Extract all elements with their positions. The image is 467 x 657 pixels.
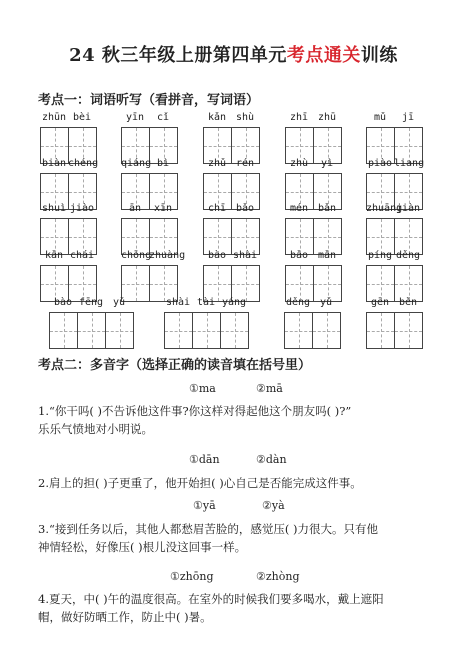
question-line: 帽，做好防晒工作，防止中( )暑。 <box>38 610 212 624</box>
pinyin-syllable: zhuāng <box>366 203 403 214</box>
question-line: 4.夏天，中( )午的温度很高。在室外的时候我们要多喝水，戴上遮阳 <box>38 592 384 606</box>
question-line: 1.“你干吗( )不告诉他这件事?你这样对得起他这个朋友吗( )?” <box>38 404 352 418</box>
pinyin-text <box>121 112 177 126</box>
pinyin-syllable: piào <box>367 158 393 169</box>
writing-grid <box>164 312 249 349</box>
pinyin-syllable: zhù <box>289 158 309 169</box>
pinyin-syllable: zhū <box>317 112 337 123</box>
pinyin-text <box>40 250 96 264</box>
option: ②dàn <box>256 453 287 466</box>
option: ①zhōng <box>170 570 214 583</box>
pinyin-syllable: chéng <box>68 158 99 169</box>
writing-grid <box>366 312 423 349</box>
pinyin-text <box>284 297 340 311</box>
pinyin-syllable: jiàn <box>395 203 421 214</box>
pinyin-syllable: jiào <box>69 203 95 214</box>
tian-zi-box[interactable] <box>49 312 78 349</box>
pinyin-syllable: xīn <box>153 203 173 214</box>
pinyin-syllable: liang <box>394 158 425 169</box>
pinyin-syllable: jī <box>401 112 415 123</box>
question-line: 神情轻松，好像压( )根儿没这回事一样。 <box>38 540 247 554</box>
pinyin-syllable: yǔ <box>319 297 333 308</box>
pinyin-syllable: fēng <box>78 297 104 308</box>
pinyin-row <box>0 297 467 357</box>
pinyin-syllable: chái <box>69 250 95 261</box>
pinyin-syllable: shài <box>232 250 258 261</box>
option: ②yà <box>262 499 285 512</box>
section1-heading: 考点一：词语听写（看拼音，写词语） <box>38 93 260 108</box>
pinyin-syllable: kǎn <box>44 250 64 261</box>
pinyin-syllable: shài <box>165 297 191 308</box>
question-1 <box>38 402 438 438</box>
option: ①ma <box>189 382 216 395</box>
pinyin-syllable: zhī <box>289 112 309 123</box>
page-title <box>0 41 467 67</box>
pinyin-syllable: yīn <box>125 112 145 123</box>
pinyin-syllable: chī <box>207 203 227 214</box>
question-line: 3.“接到任务以后，其他人都愁眉苦脸的，感觉压( )力很大。只有他 <box>38 522 378 536</box>
pinyin-syllable: yì <box>320 158 334 169</box>
pinyin-syllable: bào <box>53 297 73 308</box>
pinyin-syllable: shù <box>235 112 255 123</box>
pinyin-text <box>366 250 422 264</box>
tian-zi-box[interactable] <box>394 312 423 349</box>
title-prefix: 24 秋三年级上册第四单元 <box>69 45 287 66</box>
pinyin-syllable: mén <box>289 203 309 214</box>
question-line: 乐乐气愤地对小明说。 <box>38 422 153 436</box>
tian-zi-box[interactable] <box>312 312 341 349</box>
tian-zi-box[interactable] <box>192 312 221 349</box>
pinyin-text <box>49 297 133 311</box>
writing-grid <box>49 312 134 349</box>
pinyin-syllable: tài <box>196 297 216 308</box>
question-2 <box>38 474 438 492</box>
pinyin-syllable: kǎn <box>207 112 227 123</box>
pinyin-syllable: qiáng <box>121 158 152 169</box>
pinyin-syllable: zhǔ <box>207 158 227 169</box>
option: ①dān <box>189 453 220 466</box>
pinyin-text <box>285 112 341 126</box>
pinyin-syllable: mǔ <box>373 112 387 123</box>
pinyin-syllable: bǎo <box>235 203 255 214</box>
pinyin-text <box>121 250 186 264</box>
pinyin-text <box>203 158 259 172</box>
pinyin-text <box>366 112 422 126</box>
pinyin-text <box>366 297 422 311</box>
pinyin-syllable: děng <box>285 297 311 308</box>
pinyin-syllable: běn <box>398 297 418 308</box>
tian-zi-box[interactable] <box>366 312 395 349</box>
tian-zi-box[interactable] <box>105 312 134 349</box>
pinyin-syllable: bì <box>156 158 170 169</box>
pinyin-text <box>366 203 422 217</box>
pinyin-syllable: shuì <box>41 203 67 214</box>
pinyin-syllable: zhūn <box>41 112 67 123</box>
title-suffix: 训练 <box>360 45 398 66</box>
pinyin-syllable: zhuàng <box>149 250 186 261</box>
pinyin-syllable: bèi <box>72 112 92 123</box>
option: ②zhòng <box>256 570 300 583</box>
question-line: 2.肩上的担( )子更重了，他开始担( )心自己是否能完成这件事。 <box>38 476 362 490</box>
pinyin-text <box>203 250 259 264</box>
pinyin-text <box>285 158 341 172</box>
question-3 <box>38 520 438 556</box>
pinyin-text <box>285 250 341 264</box>
pinyin-syllable: chōng <box>121 250 152 261</box>
pinyin-text <box>40 112 96 126</box>
question-4 <box>38 590 438 626</box>
pinyin-syllable: rén <box>235 158 255 169</box>
pinyin-text <box>40 203 96 217</box>
pinyin-syllable: yǔ <box>112 297 126 308</box>
section2-heading: 考点二：多音字（选择正确的读音填在括号里） <box>38 358 312 373</box>
pinyin-text <box>203 203 259 217</box>
option: ②mā <box>256 382 283 395</box>
pinyin-syllable: mǎn <box>317 250 337 261</box>
tian-zi-box[interactable] <box>77 312 106 349</box>
pinyin-text <box>203 112 259 126</box>
pinyin-syllable: yáng <box>221 297 247 308</box>
tian-zi-box[interactable] <box>284 312 313 349</box>
pinyin-syllable: bào <box>207 250 227 261</box>
pinyin-syllable: ān <box>128 203 142 214</box>
pinyin-syllable: bǎn <box>317 203 337 214</box>
pinyin-syllable: bǎo <box>289 250 309 261</box>
tian-zi-box[interactable] <box>164 312 193 349</box>
pinyin-text <box>40 158 99 172</box>
pinyin-syllable: píng <box>367 250 393 261</box>
pinyin-text <box>121 203 177 217</box>
pinyin-syllable: cǐ <box>156 112 170 123</box>
pinyin-syllable: děng <box>395 250 421 261</box>
pinyin-syllable: biàn <box>41 158 67 169</box>
pinyin-text <box>121 158 177 172</box>
tian-zi-box[interactable] <box>220 312 249 349</box>
pinyin-text <box>366 158 425 172</box>
pinyin-syllable: gēn <box>370 297 390 308</box>
writing-grid <box>284 312 341 349</box>
title-highlight: 考点通关 <box>286 45 361 66</box>
pinyin-text <box>164 297 248 311</box>
pinyin-text <box>285 203 341 217</box>
option: ①yā <box>193 499 216 512</box>
